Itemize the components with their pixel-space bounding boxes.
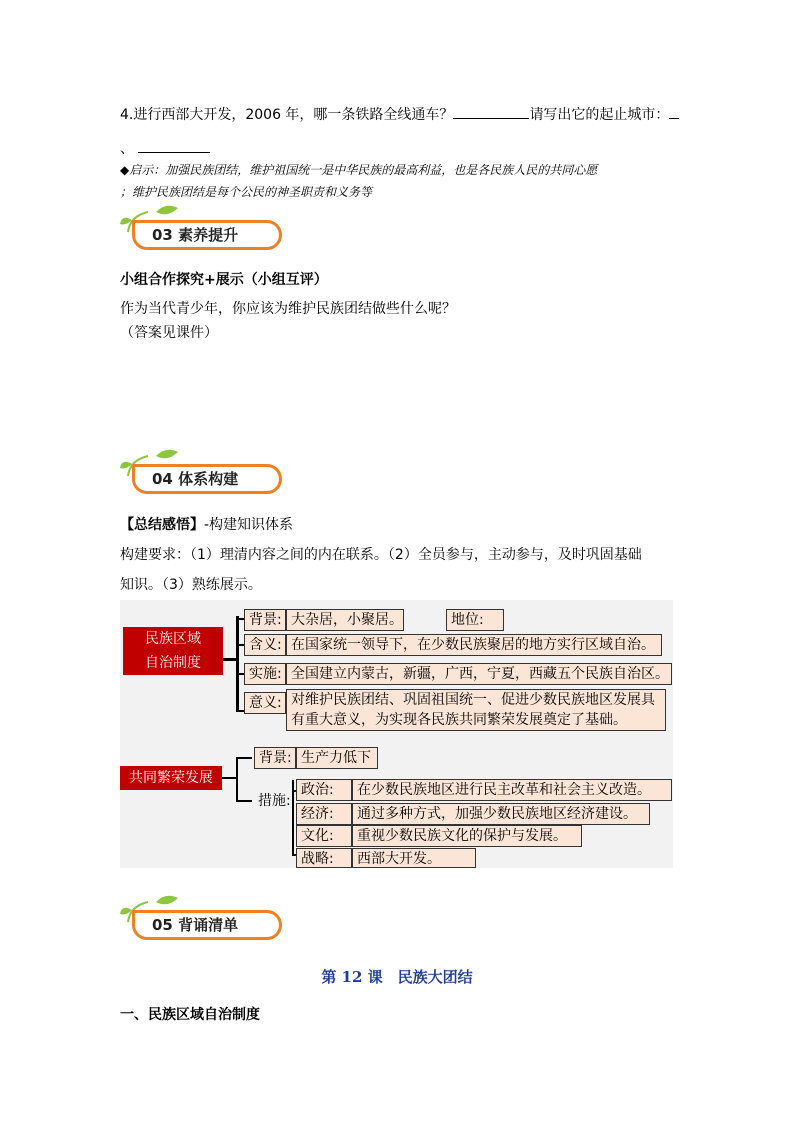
s04-summary-bracket: 【总结感悟】 bbox=[120, 517, 204, 533]
branch1-meaning-label: 含义: bbox=[244, 634, 286, 656]
branch1-bg-value: 大杂居，小聚居。 bbox=[286, 609, 404, 631]
section-title-04: 04 体系构建 bbox=[152, 470, 239, 488]
branch1-title-line2: 自治制度 bbox=[145, 655, 201, 671]
branch2-culture-label: 文化: bbox=[296, 825, 352, 847]
connector bbox=[236, 710, 244, 712]
connector bbox=[236, 618, 244, 620]
branch1-sig-line1: 对维护民族团结、巩固祖国统一、促进少数民族地区发展具 bbox=[291, 692, 655, 708]
connector bbox=[236, 644, 244, 646]
branch1-sig-label: 意义: bbox=[244, 692, 286, 714]
answer-blank-start-city[interactable] bbox=[669, 104, 679, 119]
section-title-03: 03 素养提升 bbox=[152, 226, 239, 244]
branch2-culture-value: 重视少数民族文化的保护与发展。 bbox=[352, 825, 582, 847]
question-4-text: 4.进行西部大开发，2006 年，哪一条铁路全线通车？ bbox=[120, 107, 454, 123]
branch2-strategy-value: 西部大开发。 bbox=[352, 848, 476, 868]
branch1-title-line1: 民族区域 bbox=[145, 631, 201, 647]
branch2-bg-label: 背景: bbox=[254, 747, 296, 769]
branch2-economy-value: 通过多种方式，加强少数民族地区经济建设。 bbox=[352, 803, 650, 825]
separator: 、 bbox=[120, 141, 134, 157]
answer-blank-railway[interactable] bbox=[453, 104, 529, 119]
hint-line-1: ◆启示：加强民族团结，维护祖国统一是中华民族的最高利益，也是各民族人民的共同心愿 bbox=[120, 163, 598, 177]
question-4 bbox=[120, 104, 679, 124]
branch2-strategy-label: 战略: bbox=[296, 848, 352, 868]
s03-answer: （答案见课件） bbox=[120, 325, 218, 341]
branch2-title: 共同繁荣发展 bbox=[120, 766, 222, 790]
s04-summary-rest: -构建知识体系 bbox=[204, 517, 294, 533]
s04-requirement-1: 构建要求：（1）理清内容之间的内在联系。（2）全员参与，主动参与，及时巩固基础 bbox=[120, 547, 642, 563]
branch1-impl-label: 实施: bbox=[244, 663, 286, 685]
connector bbox=[222, 777, 236, 779]
s03-title: 小组合作探究+展示（小组互评） bbox=[120, 272, 328, 288]
branch2-politics-label: 政治: bbox=[296, 779, 352, 801]
branch2-measures-label: 措施: bbox=[258, 793, 291, 809]
connector bbox=[236, 673, 244, 675]
section-badge-03 bbox=[118, 204, 283, 254]
branch1-meaning-value: 在国家统一领导下，在少数民族聚居的地方实行区域自治。 bbox=[286, 634, 662, 656]
branch1-title bbox=[123, 627, 223, 675]
branch1-status-label: 地位: bbox=[446, 609, 504, 631]
hint-line-2: ；维护民族团结是每个公民的神圣职责和义务等 bbox=[120, 185, 373, 199]
branch1-impl-value: 全国建立内蒙古，新疆，广西，宁夏，西藏五个民族自治区。 bbox=[286, 663, 672, 685]
connector bbox=[236, 757, 252, 759]
branch2-economy-label: 经济: bbox=[296, 803, 352, 825]
s04-summary bbox=[120, 514, 293, 534]
branch2-bg-value: 生产力低下 bbox=[296, 747, 378, 769]
section-badge-04 bbox=[118, 448, 283, 498]
knowledge-diagram bbox=[120, 600, 673, 868]
branch1-sig-value bbox=[286, 689, 666, 731]
branch2-politics-value: 在少数民族地区进行民主改革和社会主义改造。 bbox=[352, 779, 672, 801]
question-4-line2 bbox=[120, 138, 210, 158]
connector bbox=[223, 658, 237, 661]
branch1-bg-label: 背景: bbox=[244, 609, 286, 631]
heading-1: 一、民族区域自治制度 bbox=[120, 1007, 260, 1023]
answer-blank-end-city[interactable] bbox=[138, 138, 210, 153]
connector bbox=[236, 616, 239, 712]
connector bbox=[236, 800, 252, 802]
lesson-title: 第 12 课 民族大团结 bbox=[321, 968, 473, 986]
s04-requirement-2: 知识。（3）熟练展示。 bbox=[120, 577, 262, 593]
branch1-sig-line2: 有重大意义，为实现各民族共同繁荣发展奠定了基础。 bbox=[291, 712, 627, 728]
connector bbox=[236, 757, 238, 801]
section-badge-05 bbox=[118, 894, 283, 944]
s03-question: 作为当代青少年，你应该为维护民族团结做些什么呢？ bbox=[120, 301, 456, 317]
section-title-05: 05 背诵清单 bbox=[152, 916, 239, 934]
question-4-text2: 请写出它的起止城市： bbox=[529, 107, 670, 123]
